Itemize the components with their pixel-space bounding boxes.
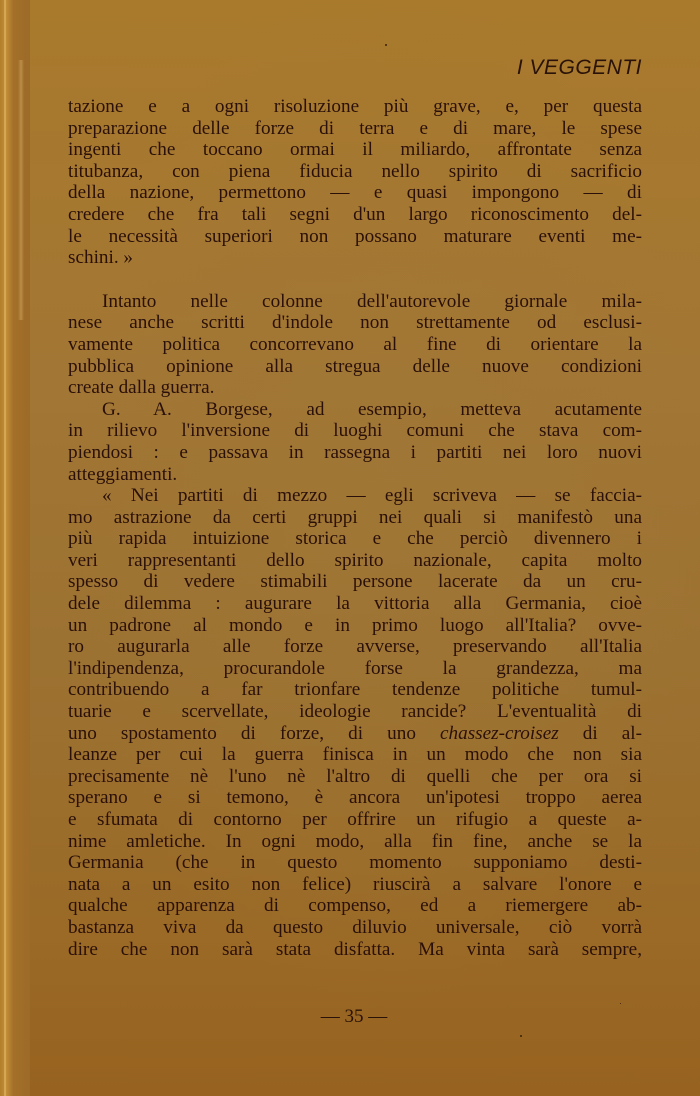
text-line: un padrone al mondo e in primo luogo all'Italia? ovve-	[68, 614, 642, 636]
italic-phrase: chassez-croisez	[440, 722, 559, 744]
text-line: precisamente nè l'uno nè l'altro di quelli che per ora si	[68, 765, 642, 787]
page-number: — 35 —	[320, 1006, 388, 1027]
text-line: le necessità superiori non possano maturare eventi me-	[68, 225, 642, 247]
paper-speck	[620, 1003, 621, 1004]
text-line: più rapida intuizione storica e che perciò divennero i	[68, 528, 642, 550]
text-line: sperano e si temono, è ancora un'ipotesi troppo aerea	[68, 787, 642, 809]
text-line: veri rappresentanti dello spirito nazionale, capita molto	[68, 549, 642, 571]
section-break	[68, 269, 642, 291]
text-line-with-italic	[68, 723, 642, 745]
text-line: credere che fra tali segni d'un largo riconoscimento del-	[68, 203, 642, 225]
text-line: spesso di vedere stimabili persone lacerate da un cru-	[68, 571, 642, 593]
text-line: dire che non sarà stata disfatta. Ma vinta sarà sempre,	[68, 938, 642, 960]
paragraph-4-quotation	[68, 485, 642, 960]
text-line: della nazione, permettono — e quasi impongono — di	[68, 182, 642, 204]
text-line: titubanza, con piena fiducia nello spirito di sacrificio	[68, 160, 642, 182]
binding-crease	[4, 0, 6, 1096]
text-line: contribuendo a far trionfare tendenze politiche tumul-	[68, 679, 642, 701]
text-line: Intanto nelle colonne dell'autorevole giornale mila-	[102, 290, 642, 312]
text-line: nese anche scritti d'indole non strettamente od esclusi-	[68, 312, 642, 334]
text-segment: uno spostamento di forze, di uno	[68, 722, 416, 744]
paragraph-1	[68, 96, 642, 269]
text-line: ingenti che toccano ormai il miliardo, affrontate senza	[68, 139, 642, 161]
binding-highlight	[18, 60, 24, 320]
text-line: mo astrazione da certi gruppi nei quali si manifestò una	[68, 506, 642, 528]
book-binding-edge	[0, 0, 30, 1096]
text-line: dele dilemma : augurare la vittoria alla Germania, cioè	[68, 593, 642, 615]
text-line: nime amletiche. In ogni modo, alla fin fine, anche se la	[68, 830, 642, 852]
text-line: e sfumata di contorno per offrire un rifugio a queste a-	[68, 809, 642, 830]
text-line: leanze per cui la guerra finisca in un modo che non sia	[68, 744, 642, 766]
text-line: piendosi : e passava in rassegna i partiti nei loro nuovi	[68, 441, 642, 463]
text-line: create dalla guerra.	[68, 377, 215, 399]
text-line: bastanza viva da questo diluvio universale, ciò vorrà	[68, 916, 642, 938]
text-line: l'indipendenza, procurandole forse la grandezza, ma	[68, 657, 642, 679]
paragraph-3	[68, 399, 642, 485]
paper-speck	[385, 44, 387, 46]
text-line: schini. »	[68, 247, 134, 269]
text-line: tuarie e scervellate, ideologie rancide? L'eventualità di	[68, 701, 642, 723]
paper-speck	[520, 1035, 522, 1037]
text-line: nata a un esito non felice) riuscirà a salvare l'onore e	[68, 873, 642, 895]
text-line: G. A. Borgese, ad esempio, metteva acutamente	[102, 398, 642, 420]
paragraph-2	[68, 291, 642, 399]
text-line: pubblica opinione alla stregua delle nuove condizioni	[68, 355, 642, 377]
text-line: preparazione delle forze di terra e di mare, le spese	[68, 117, 642, 139]
text-segment: di al-	[558, 722, 643, 744]
text-line: qualche apparenza di compenso, ed a riemergere ab-	[68, 895, 642, 917]
text-line: in rilievo l'inversione di luoghi comuni che stava com-	[68, 420, 642, 442]
text-line: « Nei partiti di mezzo — egli scriveva — se faccia-	[102, 485, 642, 507]
running-head: I VEGGENTI	[516, 56, 642, 79]
page-body	[68, 96, 642, 960]
text-line: Germania (che in questo momento supponiamo desti-	[68, 852, 642, 874]
text-line: tazione e a ogni risoluzione più grave, e, per questa	[68, 96, 642, 117]
text-line: ro augurarla alle forze avverse, preservando all'Italia	[68, 636, 642, 658]
text-line: atteggiamenti.	[68, 463, 178, 485]
text-line: vamente politica concorrevano al fine di orientare la	[68, 333, 642, 355]
